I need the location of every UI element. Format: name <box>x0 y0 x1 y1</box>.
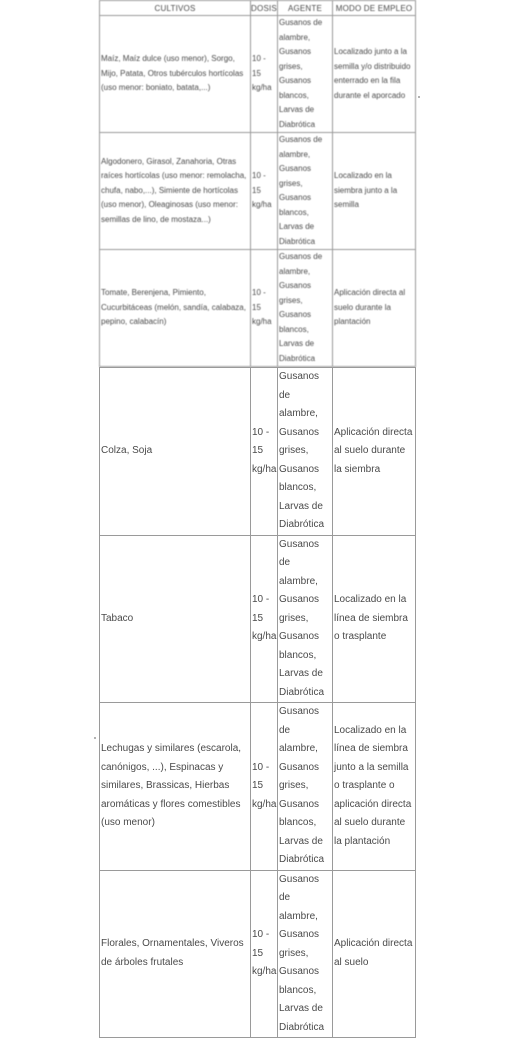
cell-dosis: 10 - 15 kg/ha <box>251 368 278 536</box>
cell-modo: Aplicación directa al suelo durante la siembra <box>333 368 416 536</box>
cell-dosis: 10 - 15 kg/ha <box>251 703 278 871</box>
cell-agente: Gusanos de alambre, Gusanos grises, Gusanos blancos, Larvas de Diabrótica <box>278 870 333 1038</box>
table-header-row <box>100 1 416 16</box>
table-row <box>100 368 416 536</box>
cell-modo: Localizado en la línea de siembra junto a la semilla o trasplante o aplicación directa al suelo durante la plantación <box>333 703 416 871</box>
cell-modo: Aplicación directa al suelo durante la plantación <box>333 250 416 367</box>
cell-modo: Aplicación directa al suelo <box>333 870 416 1038</box>
cell-agente: Gusanos de alambre, Gusanos grises, Gusanos blancos, Larvas de Diabrótica <box>278 368 333 536</box>
cell-modo: Localizado junto a la semilla y/o distribuido enterrado en la fila durante el aporcado <box>333 16 416 133</box>
cell-cultivos: Tabaco <box>100 535 251 703</box>
cell-agente: Gusanos de alambre, Gusanos grises, Gusanos blancos, Larvas de Diabrótica <box>278 703 333 871</box>
stray-dot <box>94 737 96 739</box>
cell-cultivos: Maíz, Maíz dulce (uso menor), Sorgo, Mijo, Patata, Otros tubérculos hortícolas (uso menor: boniato, batata,...) <box>100 16 251 133</box>
header-dosis: DOSIS <box>251 1 278 16</box>
usage-table-top <box>99 0 416 367</box>
product-usage-table-container <box>99 0 415 1038</box>
header-modo-de-empleo: MODO DE EMPLEO <box>333 1 416 16</box>
cell-agente: Gusanos de alambre, Gusanos grises, Gusanos blancos, Larvas de Diabrótica <box>278 535 333 703</box>
cell-cultivos: Lechugas y similares (escarola, canónigos, ...), Espinacas y similares, Brassicas, Hierbas aromáticas y flores comestibles (uso menor) <box>100 703 251 871</box>
table-row <box>100 535 416 703</box>
cell-agente: Gusanos de alambre, Gusanos grises, Gusanos blancos, Larvas de Diabrótica <box>278 250 333 367</box>
cell-agente: Gusanos de alambre, Gusanos grises, Gusanos blancos, Larvas de Diabrótica <box>278 16 333 133</box>
cell-dosis: 10 - 15 kg/ha <box>251 16 278 133</box>
cell-cultivos: Colza, Soja <box>100 368 251 536</box>
table-row <box>100 703 416 871</box>
header-cultivos: CULTIVOS <box>100 1 251 16</box>
cell-dosis: 10 - 15 kg/ha <box>251 133 278 250</box>
cell-cultivos: Tomate, Berenjena, Pimiento, Cucurbitáceas (melón, sandía, calabaza, pepino, calabacín) <box>100 250 251 367</box>
header-agente: AGENTE <box>278 1 333 16</box>
cell-modo: Localizado en la línea de siembra o trasplante <box>333 535 416 703</box>
table-row <box>100 250 416 367</box>
cell-cultivos: Algodonero, Girasol, Zanahoria, Otras raíces hortícolas (uso menor: remolacha, chufa, nabo,...), Simiente de hortícolas (uso menor), Oleaginosas (uso menor: semillas de lino, de mostaza...) <box>100 133 251 250</box>
table-row <box>100 133 416 250</box>
cell-agente: Gusanos de alambre, Gusanos grises, Gusanos blancos, Larvas de Diabrótica <box>278 133 333 250</box>
usage-table-bottom <box>99 367 416 1038</box>
cell-dosis: 10 - 15 kg/ha <box>251 250 278 367</box>
cell-cultivos: Florales, Ornamentales, Viveros de árboles frutales <box>100 870 251 1038</box>
cell-modo: Localizado en la siembra junto a la semilla <box>333 133 416 250</box>
table-row <box>100 16 416 133</box>
stray-dot <box>418 96 420 98</box>
table-row <box>100 870 416 1038</box>
cell-dosis: 10 - 15 kg/ha <box>251 870 278 1038</box>
cell-dosis: 10 - 15 kg/ha <box>251 535 278 703</box>
